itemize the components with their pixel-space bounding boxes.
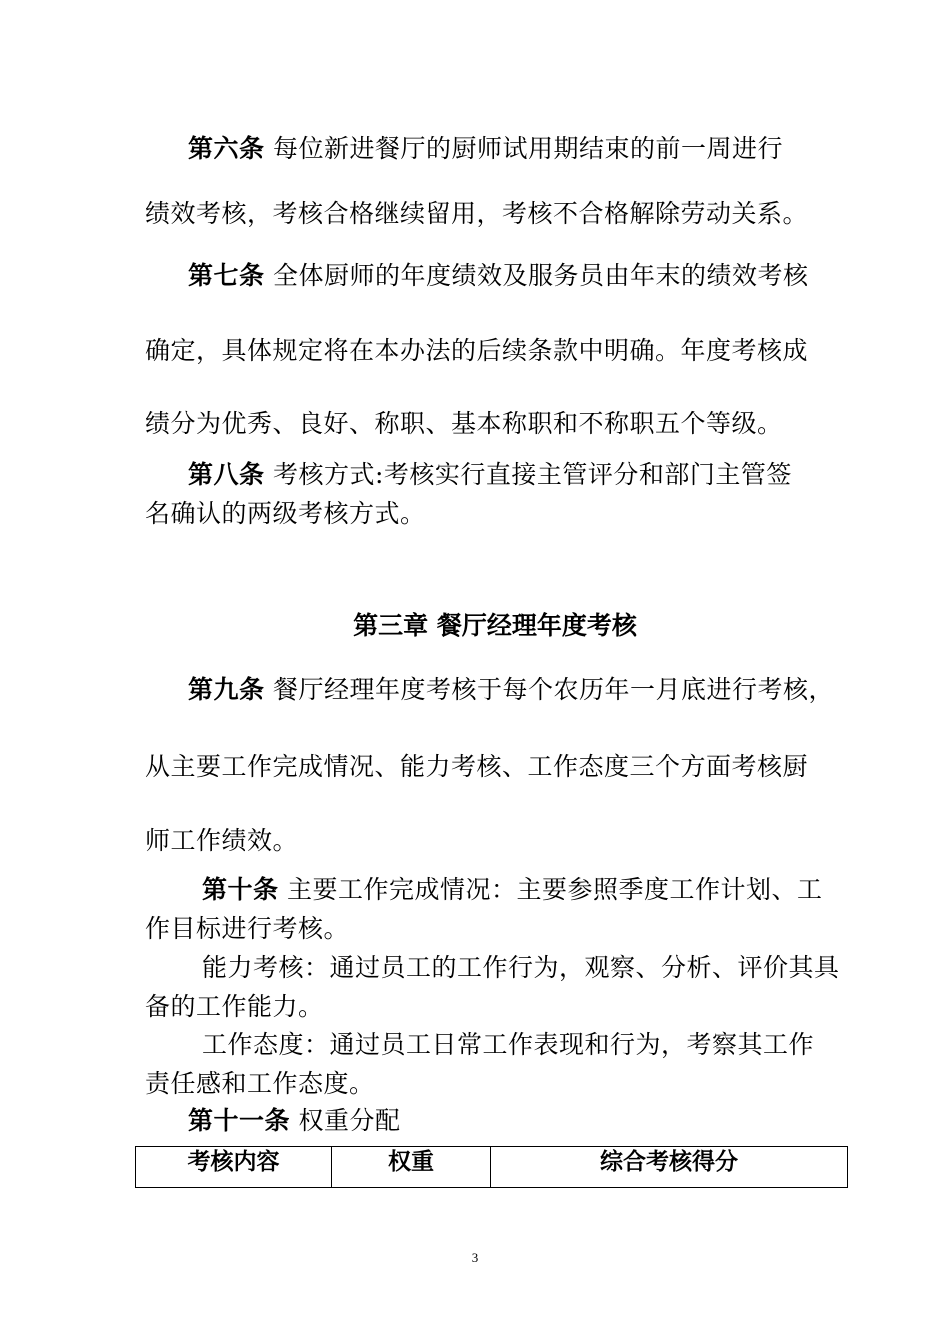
article-7-label: 第七条	[188, 261, 265, 290]
article-10-line-2: 作目标进行考核。	[145, 914, 350, 943]
article-7-line-3: 绩分为优秀、良好、称职、基本称职和不称职五个等级。	[145, 409, 783, 438]
article-9-line-1	[188, 675, 834, 705]
table-header-score: 综合考核得分	[491, 1147, 848, 1188]
article-9-text: 餐厅经理年度考核于每个农历年一月底进行考核，	[264, 675, 834, 704]
article-8-line-2: 名确认的两级考核方式。	[145, 499, 426, 528]
article-8-text: 考核方式:考核实行直接主管评分和部门主管签	[264, 460, 792, 489]
article-6-line-2: 绩效考核，考核合格继续留用，考核不合格解除劳动关系。	[145, 199, 809, 228]
article-9-line-3: 师工作绩效。	[145, 826, 299, 855]
article-7-line-2: 确定，具体规定将在本办法的后续条款中明确。年度考核成	[145, 336, 809, 365]
attitude-line-1: 工作态度：通过员工日常工作表现和行为，考察其工作	[202, 1030, 815, 1059]
article-11-label: 第十一条	[188, 1106, 291, 1135]
attitude-line-2: 责任感和工作态度。	[145, 1069, 375, 1098]
article-6-line-1	[188, 134, 783, 164]
article-8-line-1	[188, 460, 792, 490]
chapter-3-heading: 第三章 餐厅经理年度考核	[353, 611, 637, 640]
article-8-label: 第八条	[188, 460, 265, 489]
article-6-label: 第六条	[188, 134, 265, 163]
article-9-line-2: 从主要工作完成情况、能力考核、工作态度三个方面考核厨	[145, 752, 809, 781]
article-6-text: 每位新进餐厅的厨师试用期结束的前一周进行	[264, 134, 783, 163]
ability-line-1: 能力考核：通过员工的工作行为，观察、分析、评价其具	[202, 953, 840, 982]
article-10-line-1	[202, 875, 822, 905]
table-header-weight: 权重	[332, 1147, 491, 1188]
ability-line-2: 备的工作能力。	[145, 992, 324, 1021]
article-9-label: 第九条	[188, 675, 265, 704]
article-10-text: 主要工作完成情况：主要参照季度工作计划、工	[278, 875, 823, 904]
article-11-text: 权重分配	[290, 1106, 401, 1135]
article-11-line-1	[188, 1106, 400, 1136]
article-10-label: 第十条	[202, 875, 279, 904]
table-header-content: 考核内容	[136, 1147, 332, 1188]
article-7-text: 全体厨师的年度绩效及服务员由年末的绩效考核	[264, 261, 809, 290]
article-7-line-1	[188, 261, 808, 291]
page-number: 3	[471, 1250, 479, 1265]
weight-table	[135, 1146, 848, 1188]
table-header-row	[136, 1147, 848, 1188]
